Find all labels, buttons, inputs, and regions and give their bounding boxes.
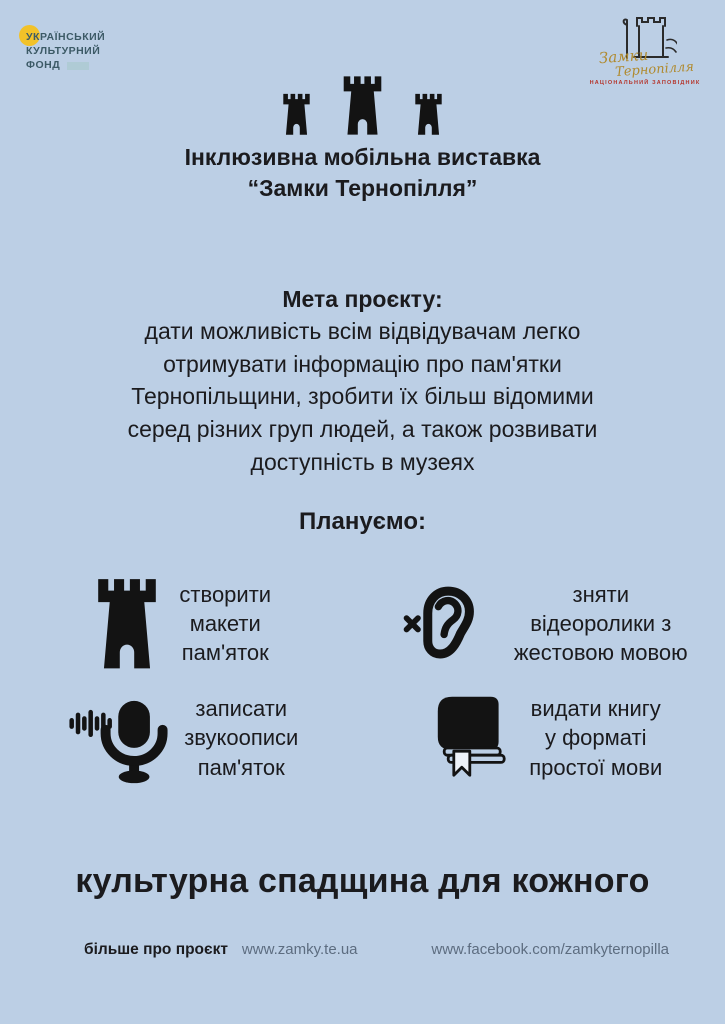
plan-item-text-line: видати книгу	[530, 696, 661, 722]
plan-heading: Плануємо:	[298, 508, 427, 536]
plan-item-text-line: зняти	[572, 581, 629, 607]
poster-title	[185, 142, 541, 204]
goal-section	[0, 284, 725, 478]
plan-item-text-line: звукоописи	[184, 725, 299, 751]
zamky-logo-subtitle: НАЦІОНАЛЬНИЙ ЗАПОВІДНИК	[589, 80, 701, 86]
facebook-url-link[interactable]: www.facebook.com/zamkyternopilla	[431, 941, 669, 958]
goal-text-line: серед різних груп людей, а також розвивати	[127, 416, 598, 443]
plan-item-text-line: простої мови	[529, 754, 663, 780]
footer	[84, 941, 669, 959]
footer-more-label: більше про проєкт	[84, 941, 228, 958]
castle-towers-row	[280, 74, 445, 136]
book-icon	[425, 692, 513, 784]
ukf-logo-line: ФОНД	[26, 58, 105, 72]
goal-text-line: дати можливість всім відвідувачам легко	[144, 318, 581, 345]
plan-item-text-line: жестовою мовою	[513, 640, 688, 666]
goal-heading: Мета проєкту:	[282, 286, 443, 313]
castle-tower-icon	[412, 92, 445, 136]
plan-item-sign-language	[400, 577, 688, 669]
microphone-audio-icon	[64, 690, 168, 785]
plan-item-text-line: створити	[179, 581, 272, 607]
plan-item-models	[91, 576, 271, 670]
ukf-logo-line: УКРАЇНСЬКИЙ	[26, 31, 106, 43]
goal-text-line: отримувати інформацію про пам'ятки	[163, 350, 562, 377]
ukf-logo-line: КУЛЬТУРНИЙ	[26, 45, 101, 58]
zamky-ternopillia-logo	[575, 12, 715, 86]
castle-tower-icon	[339, 74, 386, 136]
plan-item-text-line: у форматі	[544, 725, 647, 751]
castle-tower-icon	[91, 576, 163, 670]
goal-text-line: доступність в музеях	[250, 448, 475, 475]
plan-grid	[0, 576, 725, 785]
plan-item-text-line: макети	[189, 610, 261, 636]
deaf-ear-icon	[400, 577, 498, 669]
plan-item-text-line: відеоролики з	[530, 610, 672, 636]
poster-title-line1: Інклюзивна мобільна виставка	[184, 144, 541, 170]
site-url-link[interactable]: www.zamky.te.ua	[241, 941, 358, 958]
plan-item-text-line: пам'яток	[181, 640, 269, 666]
ukf-logo	[26, 30, 105, 73]
plan-item-easy-language-book	[425, 692, 662, 784]
plan-item-audio-descriptions	[64, 690, 298, 785]
zamky-logo-script: Замки	[598, 45, 649, 68]
ukf-logo-mark	[67, 62, 89, 70]
plan-item-text-line: записати	[195, 696, 288, 722]
goal-text-line: Тернопільщини, зробити їх більш відомими	[131, 383, 594, 410]
castle-tower-icon	[280, 92, 313, 136]
poster-title-line2: “Замки Тернопілля”	[247, 175, 478, 202]
tagline: культурна спадщина для кожного	[75, 862, 650, 900]
plan-item-text-line: пам'яток	[197, 754, 285, 780]
zamky-logo-script: Тернопілля	[614, 59, 695, 81]
